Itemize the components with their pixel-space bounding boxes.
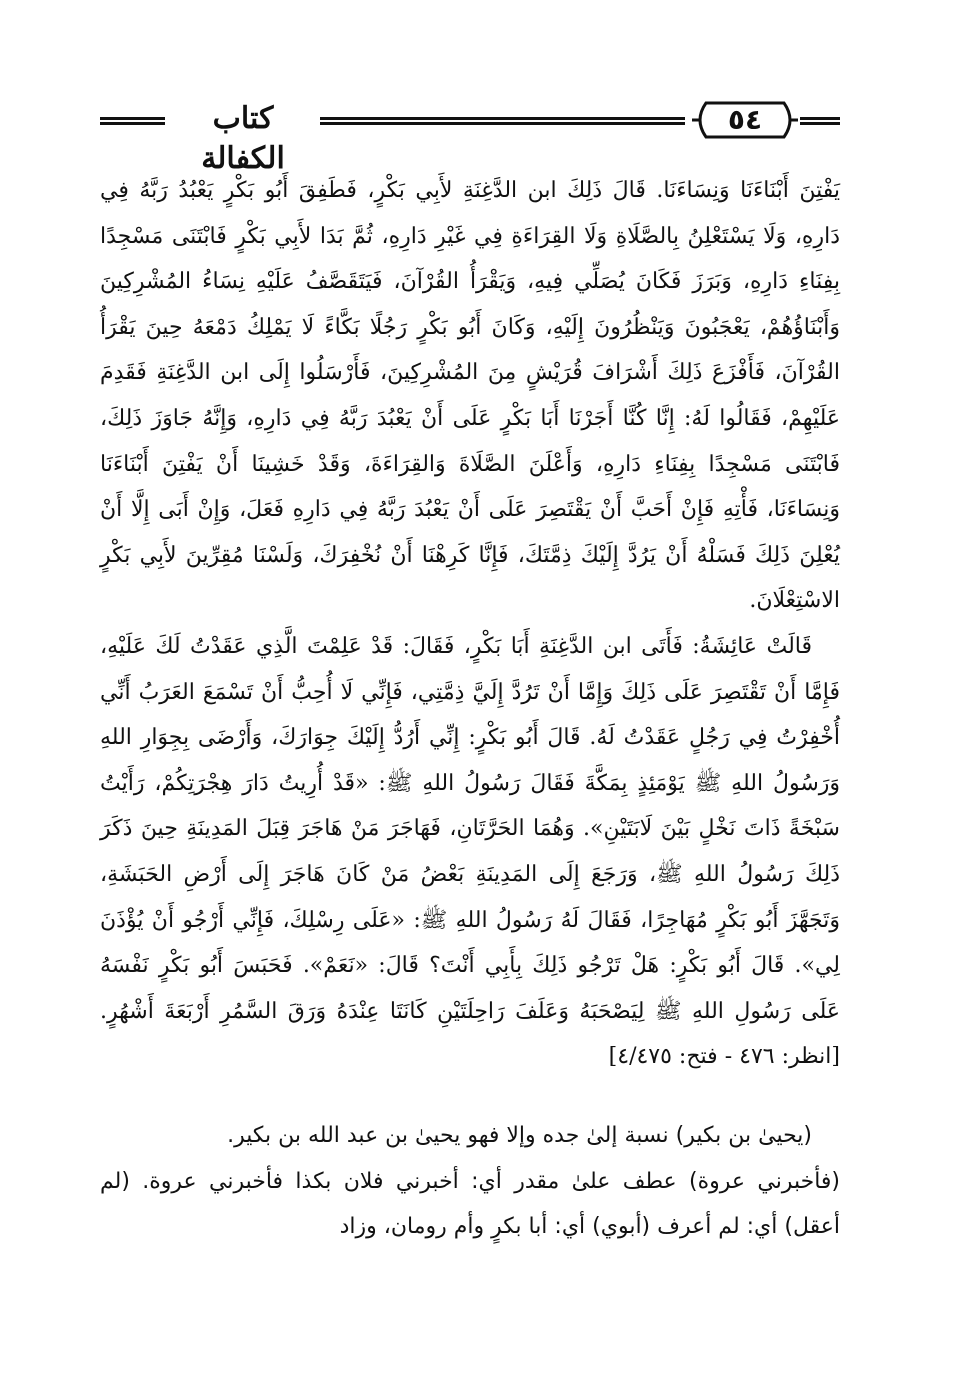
page-number: ٥٤: [727, 103, 763, 136]
page-header: [100, 95, 840, 176]
page-number-badge: [692, 99, 798, 141]
paragraph-1: يَفْتِنَ أَبْنَاءَنَا وَنِسَاءَنَا. قَالَ ذَلِكَ ابن الدَّغِنَةِ لأَبِي بَكْرٍ، فَطَفِقَ أَبُو بَكْرٍ يَعْبُدُ رَبَّهُ فِي دَارِهِ، وَلَا يَسْتَعْلِنُ بِالصَّلَاةِ وَلَا القِرَاءَةِ فِي غَيْرِ دَارِهِ، ثُمَّ بَدَا لأَبِي بَكْرٍ فَابْتَنَى مَسْجِدًا بِفِنَاءِ دَارِهِ، وَبَرَزَ فَكَانَ يُصَلِّي فِيهِ، وَيَقْرَأُ القُرْآنَ، فَيَتَقَصَّفُ عَلَيْهِ نِسَاءُ المُشْرِكِينَ وَأَبْنَاؤُهُمْ، يَعْجَبُونَ وَيَنْظُرُونَ إِلَيْهِ، وَكَانَ أَبُو بَكْرٍ رَجُلًا بَكَّاءً لَا يَمْلِكُ دَمْعَهُ حِينَ يَقْرَأُ القُرْآنَ، فَأَفْزَعَ ذَلِكَ أَشْرَافَ قُرَيْشٍ مِنَ المُشْرِكِينَ، فَأَرْسَلُوا إِلَى ابن الدَّغِنَةِ فَقَدِمَ عَلَيْهِمْ، فَقَالُوا لَهُ: إِنَّا كُنَّا أَجَرْنَا أَبَا بَكْرٍ عَلَى أَنْ يَعْبُدَ رَبَّهُ فِي دَارِهِ، وَإِنَّهُ جَاوَزَ ذَلِكَ، فَابْتَنَى مَسْجِدًا بِفِنَاءِ دَارِهِ، وَأَعْلَنَ الصَّلَاةَ وَالقِرَاءَةَ، وَقَدْ خَشِينَا أَنْ يَفْتِنَ أَبْنَاءَنَا وَنِسَاءَنَا، فَأْتِهِ فَإِنْ أَحَبَّ أَنْ يَقْتَصِرَ عَلَى أَنْ يَعْبُدَ رَبَّهُ فِي دَارِهِ فَعَلَ، وَإِنْ أَبَى إِلَّا أَنْ يُعْلِنَ ذَلِكَ فَسَلْهُ أَنْ يَرُدَّ إِلَيْكَ ذِمَّتَكَ، فَإِنَّا كَرِهْنَا أَنْ نُخْفِرَكَ، وَلَسْنَا مُقِرِّينَ لأَبِي بَكْرٍ الاسْتِعْلَانَ.: [100, 178, 840, 614]
note-2: (فأخبرني عروة) عطف علىٰ مقدر أي: أخبرني فلان بكذا فأخبرني عروة. (لم أعقل) أي: لم أعرف (أبوي) أي: أبا بكرٍ وأم رومان، وزاد: [100, 1168, 840, 1240]
paragraph-2: قَالَتْ عَائِشَةُ: فَأَتَى ابن الدَّغِنَةِ أَبَا بَكْرٍ، فَقَالَ: قَدْ عَلِمْتَ الَّذِي عَقَدْتُ لَكَ عَلَيْهِ، فَإِمَّا أَنْ تَقْتَصِرَ عَلَى ذَلِكَ وَإِمَّا أَنْ تَرُدَّ إِلَيَّ ذِمَّتِي، فَإِنِّي لَا أُحِبُّ أَنْ تَسْمَعَ العَرَبُ أَنِّي أُخْفِرْتُ فِي رَجُلٍ عَقَدْتُ لَهُ. قَالَ أَبُو بَكْرٍ: إِنِّي أَرُدُّ إِلَيْكَ جِوَارَكَ، وَأَرْضَى بِجِوَارِ اللهِ وَرَسُولُ اللهِ ﷺ يَوْمَئِذٍ بِمَكَّةَ فَقَالَ رَسُولُ اللهِ ﷺ: «قَدْ أُرِيتُ دَارَ هِجْرَتِكُمْ، رَأَيْتُ سَبْخَةً ذَاتَ نَخْلٍ بَيْنَ لَابَتَيْنِ». وَهُمَا الحَرَّتَانِ، فَهَاجَرَ مَنْ هَاجَرَ قِبَلَ المَدِينَةِ حِينَ ذَكَرَ ذَلِكَ رَسُولُ اللهِ ﷺ، وَرَجَعَ إِلَى المَدِينَةِ بَعْضُ مَنْ كَانَ هَاجَرَ إِلَى أَرْضِ الحَبَشَةِ، وَتَجَهَّزَ أَبُو بَكْرٍ مُهَاجِرًا، فَقَالَ لَهُ رَسُولُ اللهِ ﷺ: «عَلَى رِسْلِكَ، فَإِنِّي أَرْجُو أَنْ يُؤْذَنَ لِي». قَالَ أَبُو بَكْرٍ: هَلْ تَرْجُو ذَلِكَ بِأَبِي أَنْتَ؟ قَالَ: «نَعَمْ». فَحَبَسَ أَبُو بَكْرٍ نَفْسَهُ عَلَى رَسُولِ اللهِ ﷺ لِيَصْحَبَهُ وَعَلَفَ رَاحِلَتَيْنِ كَانَتَا عِنْدَهُ وَرَقَ السَّمُرِ أَرْبَعَةَ أَشْهُرٍ. [انظر: ٤٧٦ - فتح: ٤/٤٧٥]: [100, 633, 840, 1070]
book-title: كتاب الكفالة: [201, 101, 285, 176]
commentary-text: [100, 1113, 840, 1250]
header-rule-right: [800, 117, 840, 125]
header-rule-left: [100, 117, 165, 125]
hadith-text: [100, 168, 840, 1080]
header-rule-middle: [320, 117, 685, 125]
note-1: (يحيىٰ بن بكير) نسبة إلىٰ جده وإلا فهو يحيىٰ بن عبد الله بن بكير.: [227, 1123, 812, 1148]
